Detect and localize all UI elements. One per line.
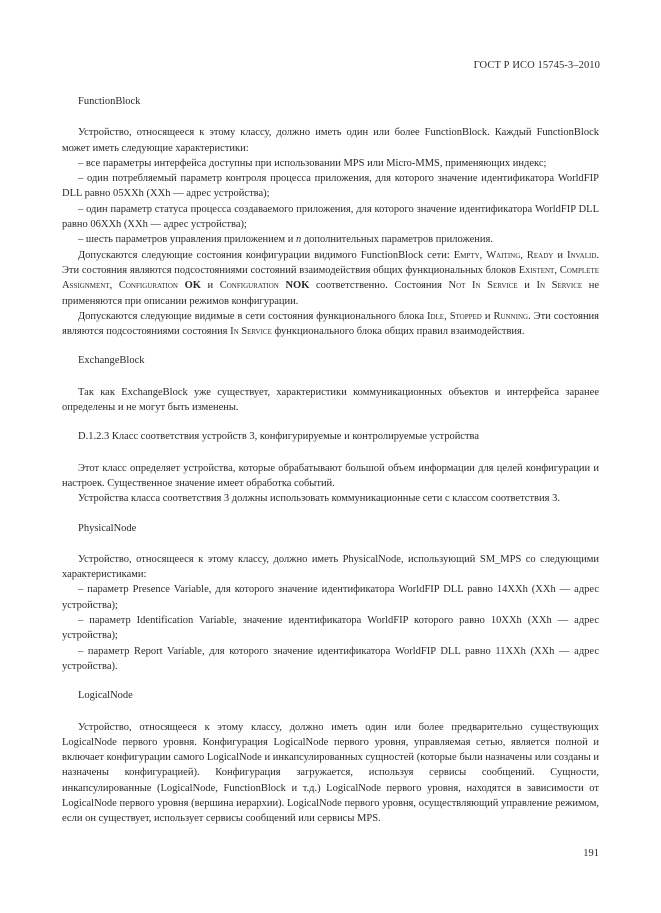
class3-paragraph-1: Этот класс определяет устройства, которые обрабатывают большой объем информации для целей конфигурации и настроек. Существенное значение имеет обработка событий. (62, 462, 599, 489)
physicalnode-item-3: – параметр Report Variable, для которого значение идентификатора WorldFIP DLL равно 11XXh (XXh — адрес устройства). (62, 645, 599, 672)
physicalnode-intro: Устройство, относящееся к этому классу, должно иметь PhysicalNode, использующий SM_MPS со следующими характеристиками: (62, 553, 599, 581)
functionblock-item-1: – все параметры интерфейса доступны при использовании MPS или Micro-MMS, применяющих индекс; (78, 157, 547, 169)
logicalnode-paragraph: Устройство, относящееся к этому классу, должно иметь один или более предварительно существующих LogicalNode первого уровня. Конфигурация LogicalNode первого уровня, управляемая сетью, является полной и включает конфигурации самого LogicalNode и инкапсулированных сущностей (которые были назначены или созданы и назначены конфигурацией). Конфигурация загружается, используя сервисы сообщений. Сущности, инкапсулированные (LogicalNode, FunctionBlock и т.д.) LogicalNode первого уровня, находятся в зависимости от LogicalNode первого уровня (вершина иерархии). LogicalNode первого уровня, осуществляющий управление режимом, если он существует, использует сервисы сообщений или сервисы MPS. (62, 721, 599, 825)
document-id-header: ГОСТ Р ИСО 15745-3–2010 (473, 60, 600, 71)
physicalnode-item-2: – параметр Identification Variable, значение идентификатора WorldFIP которого равно 10XXh (XXh — адрес устройства); (62, 615, 599, 642)
class3-paragraph-2: Устройства класса соответствия 3 должны использовать коммуникационные сети с классом соответствия 3. (78, 493, 560, 505)
exchangeblock-paragraph: Так как ExchangeBlock уже существует, характеристики коммуникационных объектов и интерфейса заранее определены и не могут быть изменены. (62, 386, 599, 414)
physicalnode-item-1: – параметр Presence Variable, для которого значение идентификатора WorldFIP DLL равно 14XXh (XXh — адрес устройства); (62, 584, 599, 611)
functionblock-states-paragraph: Допускаются следующие состояния конфигурации видимого FunctionBlock сети: Empty, Waiting, Ready и Invalid. Эти состояния являются подсостояниями состояний взаимодействия общих функциональных блоков Existent, Complete Assignment, Configuration OK и Configuration NOK соответственно. Состояния Not In Service и In Service не применяются при описании режимов конфигурации. (62, 249, 600, 307)
functionblock-item-3: – один параметр статуса процесса создаваемого приложения, для которого значение идентификатора WorldFIP DLL равно 06XXh (XXh — адрес устройства); (62, 203, 599, 231)
page-number: 191 (583, 848, 599, 859)
section-heading-logicalnode: LogicalNode (78, 690, 133, 702)
section-heading-physicalnode: PhysicalNode (78, 522, 137, 534)
section-heading-class3: D.1.2.3 Класс соответствия устройств 3, конфигурируемые и контролируемые устройства (78, 431, 480, 443)
page-body (62, 94, 599, 827)
functionblock-visible-states-paragraph: Допускаются следующие видимые в сети состояния функционального блока Idle, Stopped и Running. Эти состояния являются подсостояниями состояния In Service функционального блока общих правил взаимодействия. (62, 310, 600, 338)
functionblock-item-2: – один потребляемый параметр контроля процесса приложения, для которого значение идентификатора WorldFIP DLL равно 05XXh (XXh — адрес устройства); (62, 173, 599, 200)
functionblock-item-4: – шесть параметров управления приложением и n дополнительных параметров приложения. (78, 234, 493, 246)
section-heading-exchangeblock: ExchangeBlock (78, 355, 145, 367)
section-heading-functionblock: FunctionBlock (78, 96, 141, 107)
functionblock-intro: Устройство, относящееся к этому классу, должно иметь один или более FunctionBlock. Каждый FunctionBlock может иметь следующие характеристики: (62, 127, 599, 154)
